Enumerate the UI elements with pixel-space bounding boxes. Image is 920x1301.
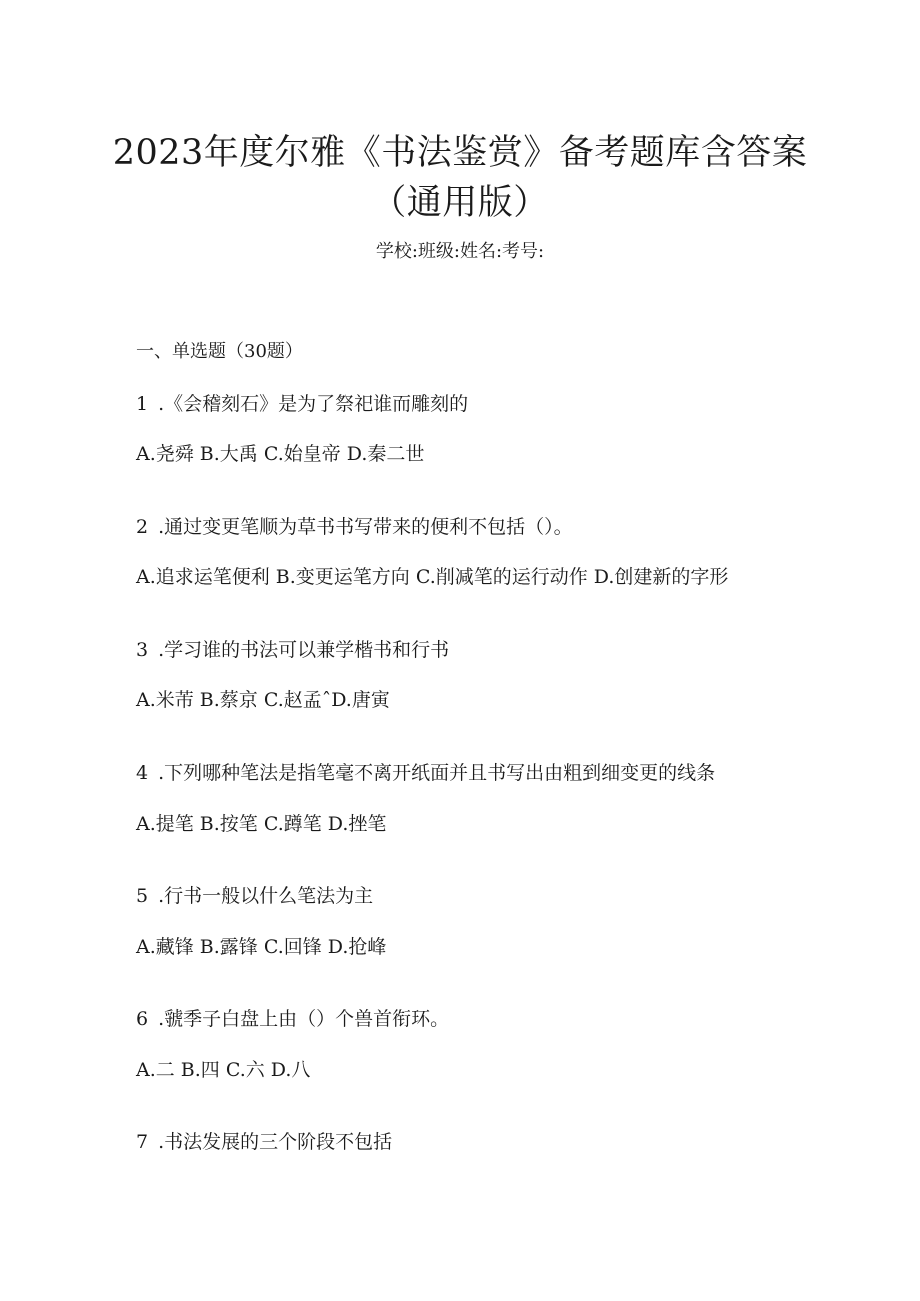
question-5 xyxy=(136,883,373,909)
question-7 xyxy=(136,1129,392,1155)
student-info-line: 学校:班级:姓名:考号: xyxy=(375,241,545,262)
question-3-options: A.米芾 B.蔡京 C.赵孟ˆD.唐寅 xyxy=(136,689,390,711)
question-4-options: A.提笔 B.按笔 C.蹲笔 D.挫笔 xyxy=(136,813,387,835)
question-text: .《会稽刻石》是为了祭祀谁而雕刻的 xyxy=(158,393,469,415)
question-number: 7 xyxy=(136,1131,149,1153)
question-text: .虢季子白盘上由（）个兽首衔环。 xyxy=(158,1008,450,1030)
question-6-options: A.二 B.四 C.六 D.八 xyxy=(136,1059,311,1081)
question-text: .下列哪种笔法是指笔毫不离开纸面并且书写出由粗到细变更的线条 xyxy=(158,762,716,784)
question-3 xyxy=(136,637,449,663)
question-2 xyxy=(136,514,573,540)
question-number: 5 xyxy=(136,885,149,907)
document-title: 2023年度尔雅《书法鉴赏》备考题库含答案 xyxy=(112,133,808,173)
document-title-subtitle: （通用版） xyxy=(371,183,549,223)
question-1-options: A.尧舜 B.大禹 C.始皇帝 D.秦二世 xyxy=(136,443,425,465)
question-text: .行书一般以什么笔法为主 xyxy=(158,885,374,907)
question-text: .书法发展的三个阶段不包括 xyxy=(158,1131,393,1153)
question-text: .学习谁的书法可以兼学楷书和行书 xyxy=(158,639,450,661)
question-5-options: A.藏锋 B.露锋 C.回锋 D.抢峰 xyxy=(136,936,387,958)
question-number: 6 xyxy=(136,1008,149,1030)
question-text: .通过变更笔顺为草书书写带来的便利不包括（）。 xyxy=(158,516,573,538)
question-number: 3 xyxy=(136,639,149,661)
section-heading: 一、单选题（30题） xyxy=(136,341,303,362)
question-2-options: A.追求运笔便利 B.变更运笔方向 C.削减笔的运行动作 D.创建新的字形 xyxy=(136,566,729,588)
question-4 xyxy=(136,760,715,786)
question-number: 4 xyxy=(136,762,149,784)
question-6 xyxy=(136,1006,449,1032)
question-number: 1 xyxy=(136,393,149,415)
question-1 xyxy=(136,391,468,417)
question-number: 2 xyxy=(136,516,149,538)
